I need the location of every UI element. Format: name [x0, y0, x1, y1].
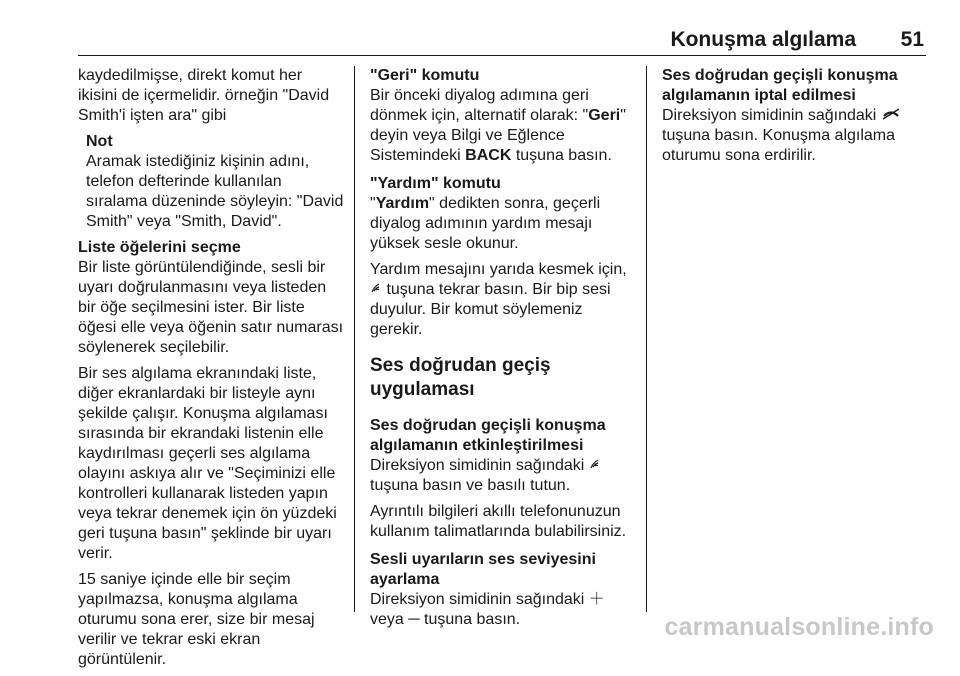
column-divider-2 — [646, 66, 647, 612]
note-text: Aramak istediğiniz kişinin adını, telefon defterinde kullanılan sıralama düzeninde söyleyin: "David Smith" veya "Smith, David". — [86, 153, 344, 230]
plus-icon: ＋ — [588, 591, 605, 608]
heading-volume: Sesli uyarıların ses seviyesini ayarlama — [370, 551, 596, 588]
heading-help-command: "Yardım" komutu — [370, 175, 501, 192]
column-divider-1 — [354, 66, 355, 612]
voice-icon — [370, 280, 382, 300]
keyword-yardim: Yardım — [375, 195, 430, 212]
paragraph-details: Ayrıntılı bilgileri akıllı telefonunuzun kullanım talimatlarında bulabilirsiniz. — [370, 503, 627, 540]
column-1 — [78, 66, 344, 676]
text-span: tuşuna basın. Konuşma algılama oturumu sona erdirilir. — [662, 127, 896, 164]
keyword-back: BACK — [465, 147, 512, 164]
text-span: Yardım mesajını yarıda kesmek için, — [370, 261, 627, 278]
paragraph-help-interrupt — [370, 260, 634, 340]
note-block — [78, 132, 344, 232]
heading-enable: Ses doğrudan geçişli konuşma algılamanın etkinleştirilmesi — [370, 417, 606, 454]
paragraph-back-command — [370, 86, 634, 166]
phone-hangup-icon — [881, 106, 901, 126]
text-span: " deyin veya Bilgi ve Eğlence Sistemindeki — [370, 107, 626, 164]
paragraph-volume — [370, 590, 634, 630]
voice-icon — [589, 456, 601, 476]
page-title: Konuşma algılama — [670, 28, 856, 51]
text-span: Bir önceki diyalog adımına geri dönmek için, alternatif olarak: " — [370, 87, 589, 124]
keyword-geri: Geri — [588, 107, 621, 124]
text-span: Direksiyon simidinin sağındaki — [370, 591, 589, 608]
heading-cancel: Ses doğrudan geçişli konuşma algılamanın iptal edilmesi — [662, 67, 898, 104]
text-span: Direksiyon simidinin sağındaki — [662, 107, 881, 124]
paragraph-list-display: Bir liste görüntülendiğinde, sesli bir uyarı doğrulanmasını veya listeden bir öğe seçilmesini ister. Bir liste öğesi elle veya öğenin satır numarası söylenerek seçilebilir. — [78, 259, 344, 356]
header-rule — [78, 55, 926, 56]
text-span: tuşuna basın ve basılı tutun. — [370, 477, 571, 494]
paragraph-list-scroll: Bir ses algılama ekranındaki liste, diğer ekranlardaki bir listeyle aynı şekilde çalışır. Konuşma algılaması sırasında bir ekrandaki listenin elle kaydırılması geçerli ses algılama olayını askıya alır ve "Seçiminizi elle kontrolleri kullanarak listeden yapın veya tekrar denemek için ön yüzdeki geri tuşuna basın" şeklinde bir uyarı verir. — [78, 365, 337, 562]
section-heading: Ses doğrudan geçiş uygulaması — [370, 355, 551, 400]
paragraph-direct-command: kaydedilmişse, direkt komut her ikisini de içermelidir. örneğin "David Smith'i işten ara" gibi — [78, 67, 330, 124]
note-label: Not — [86, 133, 113, 150]
minus-icon: ─ — [408, 611, 420, 628]
column-3 — [662, 66, 928, 172]
paragraph-cancel — [662, 106, 928, 166]
heading-list-select: Liste öğelerini seçme — [78, 239, 241, 256]
page-number: 51 — [900, 28, 924, 51]
paragraph-timeout: 15 saniye içinde elle bir seçim yapılmazsa, konuşma algılama oturumu sona erer, size bir mesaj verilir ve tekrar eski ekran görüntülenir. — [78, 571, 315, 668]
paragraph-help-command — [370, 194, 634, 254]
heading-back-command: "Geri" komutu — [370, 67, 480, 84]
text-span: Direksiyon simidinin sağındaki — [370, 457, 589, 474]
watermark: carmanualsonline.info — [664, 613, 934, 641]
text-span: " dedikten sonra, geçerli diyalog adımının yardım mesajı yüksek sesle okunur. — [370, 195, 601, 252]
paragraph-enable — [370, 456, 634, 496]
text-span: tuşuna tekrar basın. Bir bip sesi duyulur. Bir komut söylemeniz gerekir. — [370, 281, 611, 338]
text-span: tuşuna basın. — [511, 147, 612, 164]
text-span: tuşuna basın. — [419, 611, 521, 628]
page-header — [78, 30, 926, 50]
text-span: " — [370, 195, 376, 212]
text-span: veya — [370, 611, 409, 628]
column-2 — [370, 66, 634, 636]
